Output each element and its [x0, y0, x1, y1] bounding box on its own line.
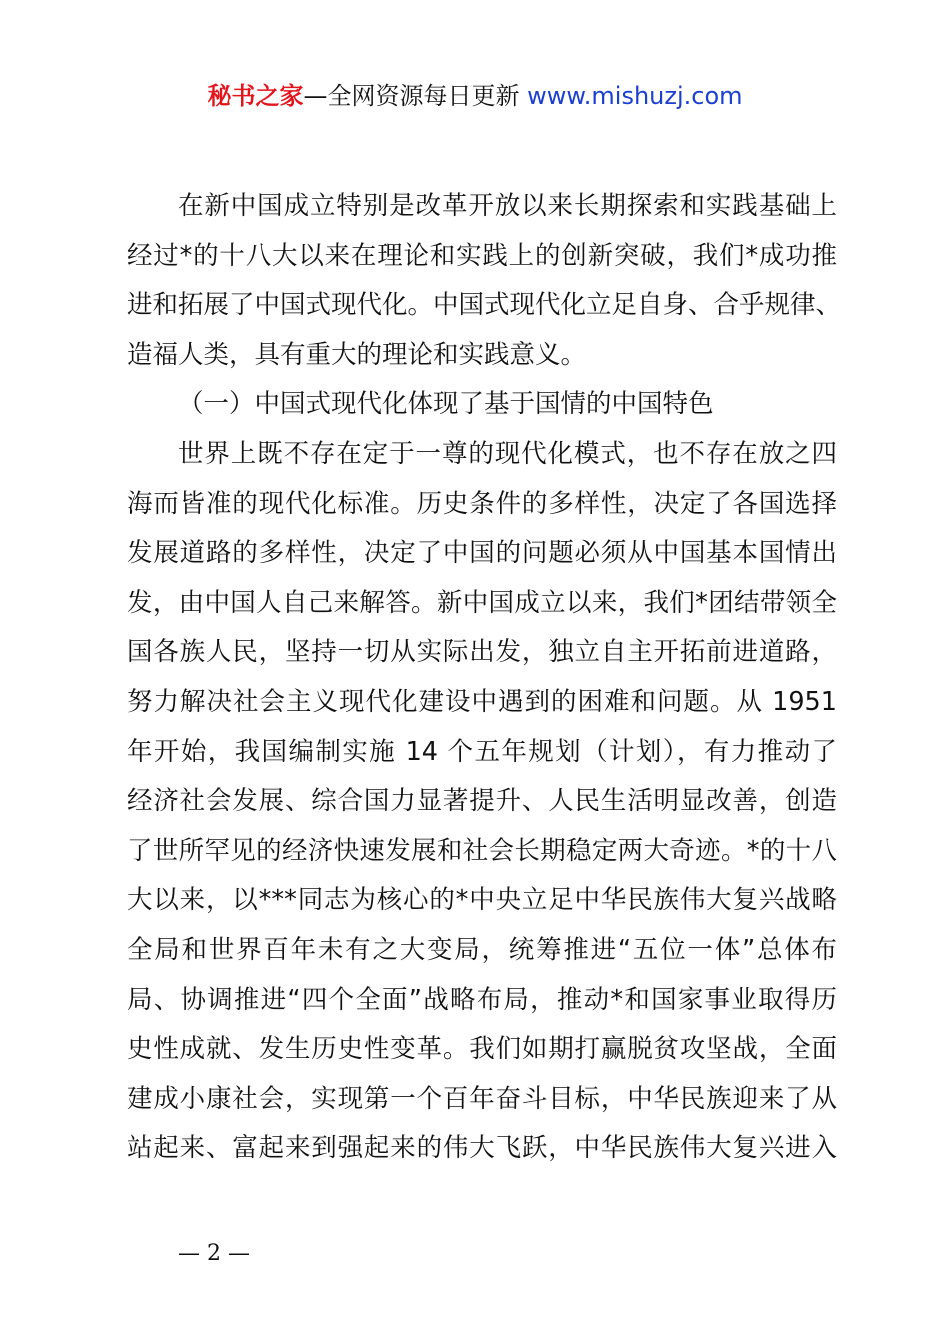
paragraph-line: 局、协调推进“四个全面”战略布局，推动*和国家事业取得历: [127, 984, 837, 1015]
site-url-link[interactable]: www.mishuzj.com: [527, 82, 743, 110]
page-number: — 2 —: [178, 1241, 250, 1266]
site-brand: 秘书之家: [207, 82, 304, 110]
paragraph-line: 进和拓展了中国式现代化。中国式现代化立足自身、合乎规律、: [127, 290, 842, 321]
paragraph-line: 经过*的十八大以来在理论和实践上的创新突破，我们*成功推: [127, 240, 837, 271]
section-heading: （一）中国式现代化体现了基于国情的中国特色: [178, 389, 714, 420]
paragraph-line: 年开始，我国编制实施 14 个五年规划（计划），有力推动了: [127, 736, 837, 767]
paragraph-line: 经济社会发展、综合国力显著提升、人民生活明显改善，创造: [127, 786, 837, 817]
site-slogan: —全网资源每日更新: [303, 82, 528, 110]
paragraph-line: 造福人类，具有重大的理论和实践意义。: [127, 339, 587, 370]
paragraph-line: 发展道路的多样性，决定了中国的问题必须从中国基本国情出: [127, 538, 837, 569]
paragraph-line: 海而皆准的现代化标准。历史条件的多样性，决定了各国选择: [127, 488, 837, 519]
paragraph-line: 站起来、富起来到强起来的伟大飞跃，中华民族伟大复兴进入: [127, 1133, 837, 1164]
paragraph-line: 发，由中国人自己来解答。新中国成立以来，我们*团结带领全: [127, 587, 837, 618]
document-body: [127, 182, 842, 1174]
paragraph-line: 建成小康社会，实现第一个百年奋斗目标，中华民族迎来了从: [127, 1083, 837, 1114]
paragraph-line: 史性成就、发生历史性变革。我们如期打赢脱贫攻坚战，全面: [127, 1034, 837, 1065]
paragraph-line: 大以来，以***同志为核心的*中央立足中华民族伟大复兴战略: [127, 885, 837, 916]
paragraph-line: 世界上既不存在定于一尊的现代化模式，也不存在放之四: [178, 438, 837, 469]
paragraph-line: 在新中国成立特别是改革开放以来长期探索和实践基础上: [178, 191, 837, 221]
site-header: [0, 80, 950, 112]
paragraph-line: 全局和世界百年未有之大变局，统筹推进“五位一体”总体布: [127, 934, 837, 965]
paragraph-line: 了世所罕见的经济快速发展和社会长期稳定两大奇迹。*的十八: [127, 835, 837, 866]
paragraph-line: 努力解决社会主义现代化建设中遇到的困难和问题。从 1951: [127, 686, 837, 717]
paragraph-line: 国各族人民，坚持一切从实际出发，独立自主开拓前进道路，: [127, 637, 837, 668]
